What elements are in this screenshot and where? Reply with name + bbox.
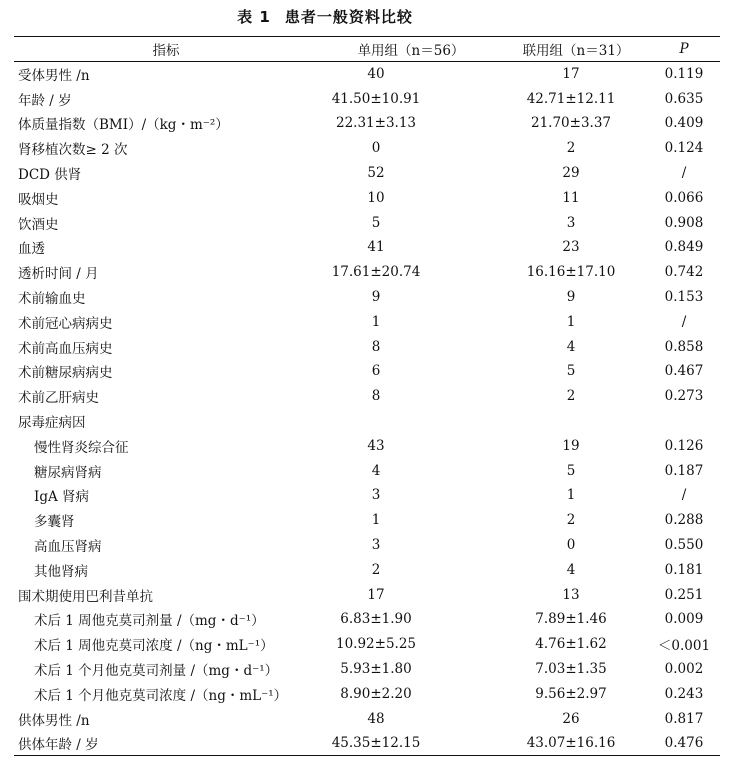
cell-single-group: 8 bbox=[371, 338, 381, 355]
table-row bbox=[14, 632, 720, 657]
table-row bbox=[14, 607, 720, 632]
cell-p-value: ＜0.001 bbox=[657, 638, 711, 655]
cell-single-group: 17.61±20.74 bbox=[331, 264, 421, 281]
cell-p-value bbox=[648, 409, 720, 434]
table-row bbox=[14, 533, 720, 558]
cell-combined-group: 5 bbox=[566, 462, 576, 479]
table-row bbox=[14, 681, 720, 706]
cell-single-group: 52 bbox=[367, 165, 385, 182]
table-row bbox=[14, 309, 720, 334]
cell-single-group: 6.83±1.90 bbox=[340, 611, 412, 628]
cell-combined-group: 4 bbox=[566, 561, 576, 578]
cell-single-group: 48 bbox=[367, 710, 385, 727]
cell-single-group: 3 bbox=[371, 537, 381, 554]
row-label: 围术期使用巴利昔单抗 bbox=[18, 588, 153, 605]
header-row bbox=[14, 37, 720, 62]
table-number: 表 1 bbox=[237, 8, 271, 26]
table-row bbox=[14, 731, 720, 756]
cell-single-group: 8 bbox=[371, 388, 381, 405]
table-row bbox=[14, 433, 720, 458]
cell-p-value: 0.153 bbox=[664, 289, 704, 306]
cell-p-value: 0.187 bbox=[664, 462, 704, 479]
row-label: 血透 bbox=[18, 241, 45, 258]
cell-combined-group: 16.16±17.10 bbox=[526, 264, 616, 281]
cell-single-group: 43 bbox=[367, 437, 385, 454]
cell-combined-group: 1 bbox=[566, 487, 576, 504]
row-label: 供体年龄 / 岁 bbox=[14, 731, 318, 756]
cell-single-group: 41.50±10.91 bbox=[331, 90, 421, 107]
table-row bbox=[14, 185, 720, 210]
row-label: 供体男性 /n bbox=[18, 712, 90, 729]
row-label: IgA 肾病 bbox=[34, 489, 90, 506]
cell-combined-group: 4.76±1.62 bbox=[535, 636, 607, 653]
cell-single-group: 9 bbox=[371, 289, 381, 306]
cell-single-group: 40 bbox=[367, 66, 385, 83]
cell-combined-group: 9 bbox=[566, 289, 576, 306]
table-row bbox=[14, 409, 720, 434]
cell-p-value: 0.467 bbox=[664, 363, 704, 380]
row-label: 受体男性 /n bbox=[18, 68, 90, 85]
table-row bbox=[14, 62, 720, 87]
table-row bbox=[14, 260, 720, 285]
cell-combined-group: 21.70±3.37 bbox=[530, 115, 612, 132]
table-row bbox=[14, 136, 720, 161]
cell-single-group: 3 bbox=[371, 487, 381, 504]
cell-p-value: 0.002 bbox=[664, 661, 704, 678]
cell-single-group: 41 bbox=[367, 239, 385, 256]
cell-p-value: 0.066 bbox=[664, 189, 704, 206]
cell-single-group: 2 bbox=[371, 561, 381, 578]
cell-combined-group: 3 bbox=[566, 214, 576, 231]
cell-p-value: 0.273 bbox=[664, 388, 704, 405]
row-label: 术前输血史 bbox=[18, 291, 86, 308]
cell-combined-group: 19 bbox=[562, 437, 580, 454]
cell-single-group: 5 bbox=[371, 214, 381, 231]
row-label: 年龄 / 岁 bbox=[18, 92, 72, 109]
cell-single-group: 5.93±1.80 bbox=[340, 661, 412, 678]
cell-combined-group: 17 bbox=[562, 66, 580, 83]
table-row bbox=[14, 334, 720, 359]
cell-p-value: 0.009 bbox=[664, 611, 704, 628]
cell-combined-group: 9.56±2.97 bbox=[535, 685, 607, 702]
cell-single-group: 45.35±12.15 bbox=[318, 731, 504, 756]
cell-combined-group: 0 bbox=[566, 537, 576, 554]
cell-combined-group: 2 bbox=[566, 512, 576, 529]
cell-combined-group: 23 bbox=[562, 239, 580, 256]
table-row bbox=[14, 458, 720, 483]
cell-p-value: 0.243 bbox=[664, 685, 704, 702]
table-row bbox=[14, 359, 720, 384]
cell-combined-group: 29 bbox=[562, 165, 580, 182]
row-label: 饮酒史 bbox=[18, 216, 59, 233]
comparison-table bbox=[14, 36, 720, 756]
cell-p-value: 0.476 bbox=[648, 731, 720, 756]
table-row bbox=[14, 483, 720, 508]
cell-p-value: 0.409 bbox=[664, 115, 704, 132]
cell-p-value: 0.635 bbox=[664, 90, 704, 107]
row-label: 慢性肾炎综合征 bbox=[34, 439, 129, 456]
row-label: 多囊肾 bbox=[34, 514, 75, 531]
cell-single-group: 8.90±2.20 bbox=[340, 685, 412, 702]
cell-single-group: 4 bbox=[371, 462, 381, 479]
row-label: 术后 1 周他克莫司剂量 /（mg・d⁻¹） bbox=[34, 613, 265, 630]
header-group-combined: 联用组（n＝31） bbox=[504, 37, 648, 62]
cell-combined-group: 7.89±1.46 bbox=[535, 611, 607, 628]
cell-single-group: 1 bbox=[371, 512, 381, 529]
row-label: 吸烟史 bbox=[18, 191, 59, 208]
table-row bbox=[14, 384, 720, 409]
row-label: 其他肾病 bbox=[34, 563, 88, 580]
row-label: 术后 1 个月他克莫司剂量 /（mg・d⁻¹） bbox=[34, 663, 279, 680]
table-body bbox=[14, 62, 720, 756]
table-row bbox=[14, 161, 720, 186]
table-row bbox=[14, 285, 720, 310]
cell-p-value: / bbox=[681, 165, 687, 182]
cell-single-group: 17 bbox=[367, 586, 385, 603]
table-row bbox=[14, 706, 720, 731]
cell-combined-group: 4 bbox=[566, 338, 576, 355]
cell-single-group: 6 bbox=[371, 363, 381, 380]
cell-p-value: 0.251 bbox=[664, 586, 704, 603]
cell-combined-group: 13 bbox=[562, 586, 580, 603]
cell-combined-group: 2 bbox=[566, 140, 576, 157]
header-indicator: 指标 bbox=[14, 37, 318, 62]
cell-p-value: 0.742 bbox=[664, 264, 704, 281]
table-row bbox=[14, 582, 720, 607]
cell-p-value: 0.181 bbox=[664, 561, 704, 578]
cell-combined-group: 43.07±16.16 bbox=[504, 731, 648, 756]
cell-single-group bbox=[318, 409, 504, 434]
cell-p-value: 0.124 bbox=[664, 140, 704, 157]
row-label: 术前高血压病史 bbox=[18, 340, 113, 357]
cell-combined-group: 26 bbox=[562, 710, 580, 727]
cell-p-value: 0.817 bbox=[664, 710, 704, 727]
table-row bbox=[14, 508, 720, 533]
cell-single-group: 10 bbox=[367, 189, 385, 206]
cell-combined-group: 5 bbox=[566, 363, 576, 380]
cell-p-value: 0.908 bbox=[664, 214, 704, 231]
table-title: 患者一般资料比较 bbox=[284, 8, 413, 26]
header-group-single: 单用组（n＝56） bbox=[318, 37, 504, 62]
row-label: 术前乙肝病史 bbox=[18, 390, 99, 407]
cell-p-value: 0.126 bbox=[664, 437, 704, 454]
header-p-value: P bbox=[648, 37, 720, 62]
cell-p-value: 0.858 bbox=[664, 338, 704, 355]
cell-combined-group: 42.71±12.11 bbox=[526, 90, 616, 107]
cell-p-value: 0.550 bbox=[664, 537, 704, 554]
cell-single-group: 0 bbox=[371, 140, 381, 157]
cell-combined-group bbox=[504, 409, 648, 434]
table-row bbox=[14, 235, 720, 260]
table-row bbox=[14, 557, 720, 582]
table-row bbox=[14, 657, 720, 682]
row-label: 透析时间 / 月 bbox=[18, 266, 99, 283]
row-label: 肾移植次数≥ 2 次 bbox=[18, 142, 128, 159]
cell-combined-group: 7.03±1.35 bbox=[535, 661, 607, 678]
row-label: 术前糖尿病病史 bbox=[18, 365, 113, 382]
row-label: 糖尿病肾病 bbox=[34, 464, 102, 481]
cell-single-group: 22.31±3.13 bbox=[335, 115, 417, 132]
cell-p-value: 0.288 bbox=[664, 512, 704, 529]
row-label: 术后 1 周他克莫司浓度 /（ng・mL⁻¹） bbox=[34, 638, 274, 655]
table-row bbox=[14, 210, 720, 235]
cell-combined-group: 11 bbox=[562, 189, 580, 206]
cell-single-group: 1 bbox=[371, 313, 381, 330]
cell-p-value: / bbox=[681, 487, 687, 504]
row-label: 尿毒症病因 bbox=[18, 415, 86, 432]
table-row bbox=[14, 111, 720, 136]
row-label: DCD 供肾 bbox=[18, 167, 82, 184]
row-label: 术后 1 个月他克莫司浓度 /（ng・mL⁻¹） bbox=[34, 687, 288, 704]
cell-combined-group: 1 bbox=[566, 313, 576, 330]
cell-p-value: / bbox=[681, 313, 687, 330]
cell-single-group: 10.92±5.25 bbox=[335, 636, 417, 653]
table-row bbox=[14, 86, 720, 111]
table-caption bbox=[0, 6, 650, 27]
row-label: 术前冠心病病史 bbox=[18, 315, 113, 332]
row-label: 体质量指数（BMI）/（kg・m⁻²） bbox=[18, 117, 229, 134]
cell-p-value: 0.119 bbox=[664, 66, 704, 83]
cell-combined-group: 2 bbox=[566, 388, 576, 405]
cell-p-value: 0.849 bbox=[664, 239, 704, 256]
row-label: 高血压肾病 bbox=[34, 539, 102, 556]
